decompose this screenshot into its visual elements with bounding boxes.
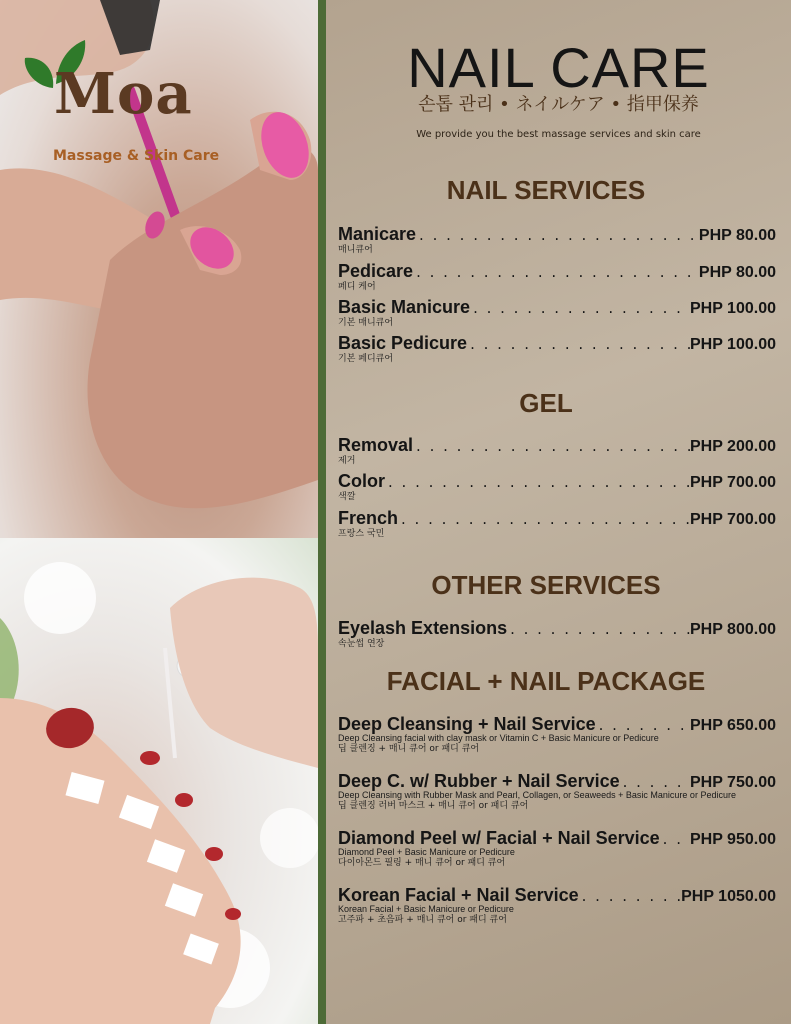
menu-item	[338, 261, 776, 292]
dot-leader	[620, 773, 690, 791]
item-description: Diamond Peel + Basic Manicure or Pedicure	[338, 847, 515, 857]
item-korean: 색깔	[338, 492, 356, 502]
item-price: PHP 650.00	[690, 717, 776, 734]
page-title: NAIL CARE	[407, 36, 710, 99]
item-korean: 고주파 + 초음파 + 매니 큐어 or 패디 큐어	[338, 914, 507, 925]
item-korean: 프랑스 국민	[338, 529, 385, 539]
menu-item	[338, 471, 776, 502]
dot-leader	[470, 299, 690, 317]
menu-item	[338, 618, 776, 649]
item-name: Color	[338, 471, 385, 491]
menu-item	[338, 435, 776, 466]
item-name: Pedicare	[338, 261, 414, 281]
menu-item	[338, 333, 776, 364]
menu-item	[338, 224, 776, 255]
dot-leader	[507, 620, 690, 638]
item-korean: 속눈썹 연장	[338, 639, 385, 649]
item-price: PHP 80.00	[698, 264, 776, 281]
section-title-facial-nail-package: FACIAL + NAIL PACKAGE	[386, 666, 706, 696]
item-name: French	[338, 508, 399, 528]
page-tagline: We provide you the best massage services and skin care	[416, 129, 701, 140]
column-divider	[318, 0, 326, 1024]
item-korean: 제거	[338, 456, 356, 466]
item-description: Deep Cleansing with Rubber Mask and Pearl, Collagen, or Seaweeds + Basic Manicure or Pedicure	[338, 790, 736, 800]
page-subtitle: 손톱 관리 • ネイルケア • 指甲保养	[418, 94, 699, 115]
item-price: PHP 800.00	[690, 621, 776, 638]
brand-name: Moa	[54, 61, 193, 127]
dot-leader	[413, 263, 699, 281]
item-korean: 딥 클렌징 + 매니 큐어 or 패디 큐어	[338, 743, 480, 754]
dot-leader	[660, 830, 690, 848]
menu-item	[338, 508, 776, 539]
item-name: Deep Cleansing + Nail Service	[338, 714, 596, 734]
dot-leader	[579, 887, 681, 905]
item-name: Removal	[338, 435, 414, 455]
item-name: Diamond Peel w/ Facial + Nail Service	[338, 828, 660, 848]
menu-item	[338, 714, 776, 754]
item-name: Basic Manicure	[338, 297, 471, 317]
item-name: Korean Facial + Nail Service	[338, 885, 579, 905]
menu-item	[338, 771, 776, 811]
item-price: PHP 100.00	[690, 300, 776, 317]
brand-logo	[20, 38, 250, 168]
item-name: Basic Pedicure	[338, 333, 468, 353]
item-price: PHP 1050.00	[681, 888, 776, 905]
item-name: Manicare	[338, 224, 417, 244]
item-korean: 기본 매니큐어	[338, 318, 394, 328]
dot-leader	[596, 716, 690, 734]
item-name: Eyelash Extensions	[338, 618, 508, 638]
item-korean: 매니큐어	[338, 245, 373, 255]
item-price: PHP 700.00	[690, 511, 776, 528]
dot-leader	[398, 510, 690, 528]
menu-item	[338, 885, 776, 925]
item-name: Deep C. w/ Rubber + Nail Service	[338, 771, 620, 791]
item-price: PHP 80.00	[698, 227, 776, 244]
item-price: PHP 700.00	[690, 474, 776, 491]
item-price: PHP 950.00	[690, 831, 776, 848]
item-price: PHP 100.00	[690, 336, 776, 353]
item-description: Korean Facial + Basic Manicure or Pedicure	[338, 904, 514, 914]
dot-leader	[385, 473, 690, 491]
pedicure-illustration	[0, 538, 318, 1024]
item-description: Deep Cleansing facial with clay mask or Vitamin C + Basic Manicure or Pedicure	[338, 733, 659, 743]
item-price: PHP 200.00	[690, 438, 776, 455]
section-title-other-services: OTHER SERVICES	[431, 570, 661, 600]
dot-leader	[467, 335, 690, 353]
menu-item	[338, 828, 776, 868]
item-korean: 딥 클렌징 러버 마스크 + 매니 큐어 or 패디 큐어	[338, 800, 529, 811]
pedicure-photo	[0, 538, 318, 1024]
brand-tagline: Massage & Skin Care	[53, 148, 220, 164]
dot-leader	[413, 437, 690, 455]
item-korean: 다이아몬드 필링 + 매니 큐어 or 패디 큐어	[338, 857, 506, 868]
item-price: PHP 750.00	[690, 774, 776, 791]
photo-column	[0, 0, 318, 1024]
item-korean: 페디 케어	[338, 282, 376, 292]
section-title-gel: GEL	[519, 388, 573, 418]
price-menu	[326, 0, 791, 1024]
menu-item	[338, 297, 776, 328]
dot-leader	[416, 226, 699, 244]
item-korean: 기본 페디큐어	[338, 354, 394, 364]
section-title-nail-services: NAIL SERVICES	[446, 175, 646, 205]
